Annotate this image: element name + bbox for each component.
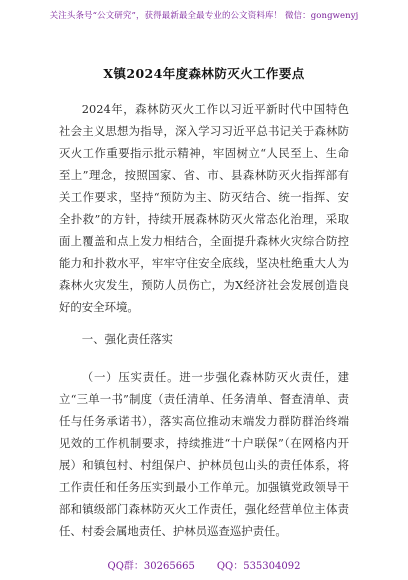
footer-qq-group: QQ群：30265665 [107, 561, 195, 572]
header-banner: 关注头条号“公文研究”，获得最新最全最专业的公文资料库！ 微信：gongwenyj [49, 11, 359, 21]
footer-contact [0, 557, 408, 572]
section-heading-responsibility: 一、强化责任落实 [81, 332, 173, 346]
body-paragraph-intro: 2024年，森林防灭火工作以习近平新时代中国特色社会主义思想为指导，深入学习习近平总书记关于森林防灭火工作重要指示批示精神，牢固树立“人民至上、生命至上”理念，按照国家、省、市、县森林防灭火指挥部有关工作要求，坚持“预防为主、防灭结合、统一指挥、安全扑救”的方针，持续开展森林防灭火常态化治理，采取面上覆盖和点上发力相结合，全面提升森林火灾综合防控能力和扑救水平，牢牢守住安全底线，坚决杜绝重大人为森林火灾发生，预防人员伤亡，为X经济社会发展创造良好的安全环境。 [59, 102, 349, 314]
body-paragraph-responsibility: （一）压实责任。进一步强化森林防灭火责任，建立“三单一书”制度（责任清单、任务清单、督查清单、责任与任务承诺书），落实高位推动末端发力群防群治终端见效的工作机制要求，持续推进“十户联保”（在网格内开展）和镇包村、村组保户、护林员包山头的责任体系，将工作责任和任务压实到最小工作单元。加强镇党政领导干部和镇级部门森林防灭火工作责任，强化经营单位主体责任、村委会属地责任、护林员巡查巡护责任。 [59, 370, 349, 538]
footer-qq-number: QQ：535304092 [216, 561, 301, 572]
document-title: X镇2024年度森林防灭火工作要点 [103, 66, 305, 81]
